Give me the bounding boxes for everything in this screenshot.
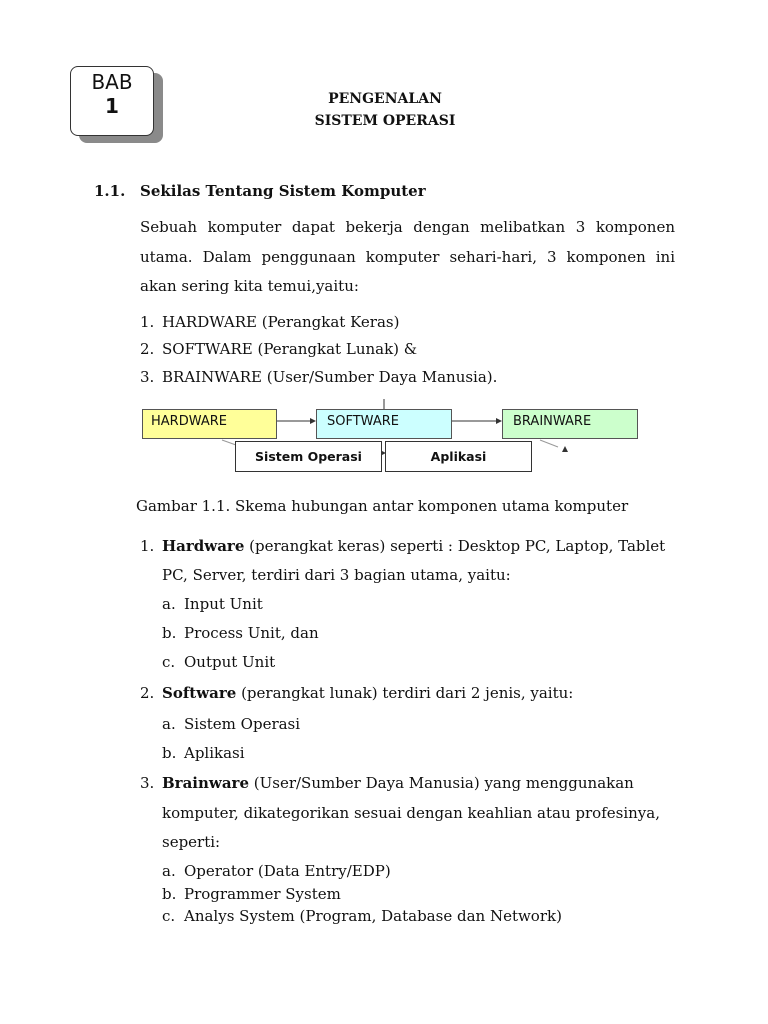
list-item [140,339,417,359]
list-number: 2. [140,684,155,702]
list-text: Aplikasi [184,744,245,762]
detail-text: (User/Sumber Daya Manusia) yang menggunakan [248,774,634,792]
term-hardware: Hardware [162,537,245,555]
list-number: 3. [140,368,155,386]
detail-text-line: komputer, dikategorikan sesuai dengan keahlian atau profesinya, [162,804,660,822]
list-item [162,743,245,763]
detail-brainware [140,773,634,793]
list-letter: b. [162,744,177,762]
list-letter: b. [162,624,177,642]
list-letter: a. [162,715,176,733]
chapter-badge [70,66,154,136]
list-letter: c. [162,907,176,925]
software-node [316,409,452,439]
aplikasi-node: Aplikasi [385,441,532,472]
term-software: Software [162,684,237,702]
list-text: Process Unit, dan [184,624,319,642]
intro-paragraph [140,213,675,302]
chapter-number: 1 [105,94,119,118]
list-item [140,312,399,332]
detail-software [140,683,573,703]
list-letter: a. [162,595,176,613]
list-number: 1. [140,537,155,555]
detail-text: (perangkat keras) seperti : Desktop PC, Laptop, Tablet [244,537,666,555]
list-number: 2. [140,340,155,358]
hardware-node [142,409,277,439]
section-number: 1.1. [94,182,126,200]
list-text: Input Unit [184,595,263,613]
brainware-node [502,409,638,439]
detail-text-line: seperti: [162,833,221,851]
list-item [162,594,263,614]
list-item [162,652,275,672]
list-number: 1. [140,313,155,331]
list-text: Analys System (Program, Database dan Network) [184,907,562,925]
intro-line: akan sering kita temui,yaitu: [140,277,359,295]
component-diagram [140,397,640,477]
software-label: SOFTWARE [327,414,399,429]
list-letter: c. [162,653,176,671]
sistem-operasi-node: Sistem Operasi [235,441,382,472]
list-item [162,861,391,881]
list-number: 3. [140,774,155,792]
list-text: SOFTWARE (Perangkat Lunak) & [162,340,418,358]
section-title: Sekilas Tentang Sistem Komputer [140,182,426,200]
detail-text: (perangkat lunak) terdiri dari 2 jenis, yaitu: [236,684,574,702]
list-item [162,714,300,734]
list-letter: a. [162,862,176,880]
list-text: Programmer System [184,885,341,903]
term-brainware: Brainware [162,774,249,792]
page-title-line2: SISTEM OPERASI [314,113,456,129]
list-text: Operator (Data Entry/EDP) [184,862,391,880]
list-item [162,906,562,926]
brainware-label: BRAINWARE [513,414,592,429]
list-item [162,884,341,904]
intro-line: Sebuah komputer dapat bekerja dengan melibatkan 3 komponen [140,218,675,236]
list-text: Output Unit [184,653,276,671]
list-text: Sistem Operasi [184,715,301,733]
detail-text-line: PC, Server, terdiri dari 3 bagian utama, yaitu: [162,566,511,584]
chapter-word: BAB [91,70,133,94]
hardware-label: HARDWARE [151,414,227,429]
page-title-line1: PENGENALAN [328,91,442,107]
detail-hardware [140,536,665,556]
figure-caption: Gambar 1.1. Skema hubungan antar komponen utama komputer [136,497,629,515]
list-item [140,367,497,387]
list-text: HARDWARE (Perangkat Keras) [162,313,400,331]
intro-line: utama. Dalam penggunaan komputer sehari-hari, 3 komponen ini [140,247,675,266]
list-letter: b. [162,885,177,903]
list-text: BRAINWARE (User/Sumber Daya Manusia). [162,368,498,386]
list-item [162,623,319,643]
